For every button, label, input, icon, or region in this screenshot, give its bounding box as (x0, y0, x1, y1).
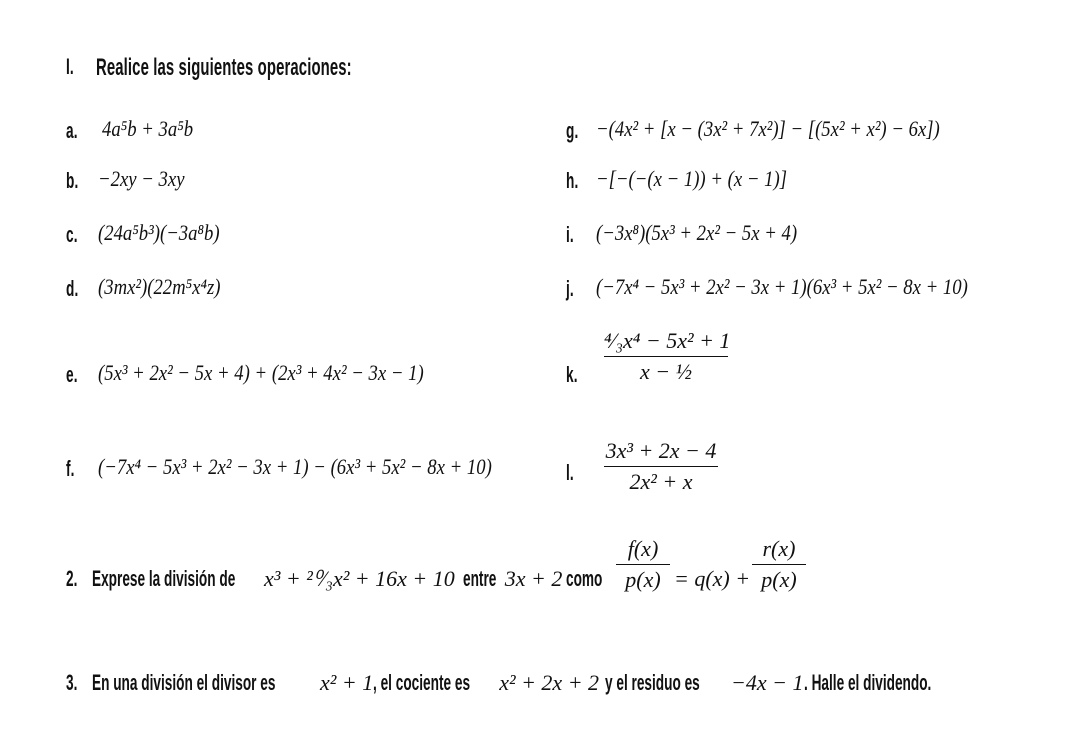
section-2-f-fraction (616, 536, 670, 593)
section-1-number: I. (66, 54, 74, 79)
section-1-title: Realice las siguientes operaciones: (96, 54, 352, 81)
item-k-numerator: ⁴⁄₃x⁴ − 5x² + 1 (604, 328, 731, 353)
section-2-text-before: Exprese la división de (92, 566, 236, 591)
item-b-label: b. (66, 168, 79, 193)
section-2-dividend: x³ + ²⁰⁄₃x² + 16x + 10 (264, 566, 455, 591)
section-3-quotient: x² + 2x + 2 (499, 670, 600, 695)
item-l-fraction (604, 438, 718, 495)
item-k-denominator: x − ½ (639, 359, 693, 384)
item-l-fraction-bar (604, 466, 718, 467)
section-2-middle: = q(x) + (674, 566, 751, 591)
section-3-number: 3. (66, 670, 78, 695)
section-2-r-fraction (752, 536, 806, 593)
item-i-expression: (−3x⁸)(5x³ + 2x² − 5x + 4) (596, 220, 798, 245)
section-2-f-fraction-bar (616, 564, 670, 565)
item-d-expression: (3mx²)(22m⁵x⁴z) (98, 274, 221, 299)
section-3-divisor: x² + 1 (320, 670, 374, 695)
item-k-label: k. (566, 362, 578, 387)
section-2-text-como: como (566, 566, 603, 591)
section-3-remainder: −4x − 1 (731, 670, 804, 695)
section-3-text-3: y el residuo es (605, 670, 700, 695)
item-d-label: d. (66, 276, 79, 301)
item-g-expression: −(4x² + [x − (3x² + 7x²)] − [(5x² + x²) − 6x]) (596, 116, 940, 141)
section-3-line (66, 670, 964, 696)
section-3-text-2: , el cociente es (373, 670, 471, 695)
item-c-expression: (24a⁵b³)(−3a⁸b) (98, 220, 220, 245)
section-2-divisor: 3x + 2 (504, 566, 563, 591)
item-h-label: h. (566, 168, 579, 193)
section-2-r-denominator: p(x) (761, 567, 797, 592)
item-a-expression: 4a⁵b + 3a⁵b (102, 116, 194, 141)
section-2-line (66, 566, 603, 592)
item-e-expression: (5x³ + 2x² − 5x + 4) + (2x³ + 4x² − 3x − 1) (98, 360, 424, 385)
section-2-f-denominator: p(x) (625, 567, 661, 592)
item-b-expression: −2xy − 3xy (98, 166, 185, 191)
section-2-text-between: entre (462, 566, 497, 591)
item-j-label: j. (566, 276, 574, 301)
item-l-numerator: 3x³ + 2x − 4 (605, 438, 717, 463)
item-l-label: l. (566, 460, 574, 485)
item-g-label: g. (566, 118, 579, 143)
section-2-f-numerator: f(x) (627, 536, 659, 561)
section-2-r-numerator: r(x) (762, 536, 796, 561)
section-2-number: 2. (66, 566, 78, 591)
item-l-denominator: 2x² + x (629, 469, 693, 494)
item-f-label: f. (66, 456, 75, 481)
item-a-label: a. (66, 118, 78, 143)
item-f-expression: (−7x⁴ − 5x³ + 2x² − 3x + 1) − (6x³ + 5x² − 8x + 10) (98, 454, 492, 479)
item-h-expression: −[−(−(x − 1)) + (x − 1)] (596, 166, 787, 191)
section-3-text-4: . Halle el dividendo. (803, 670, 931, 695)
section-2-r-fraction-bar (752, 564, 806, 565)
item-e-label: e. (66, 362, 78, 387)
item-c-label: c. (66, 222, 78, 247)
item-k-fraction-bar (604, 356, 728, 357)
item-i-label: i. (566, 222, 574, 247)
item-k-fraction (604, 328, 731, 385)
section-3-text-1: En una división el divisor es (92, 670, 276, 695)
item-j-expression: (−7x⁴ − 5x³ + 2x² − 3x + 1)(6x³ + 5x² − 8x + 10) (596, 274, 968, 299)
